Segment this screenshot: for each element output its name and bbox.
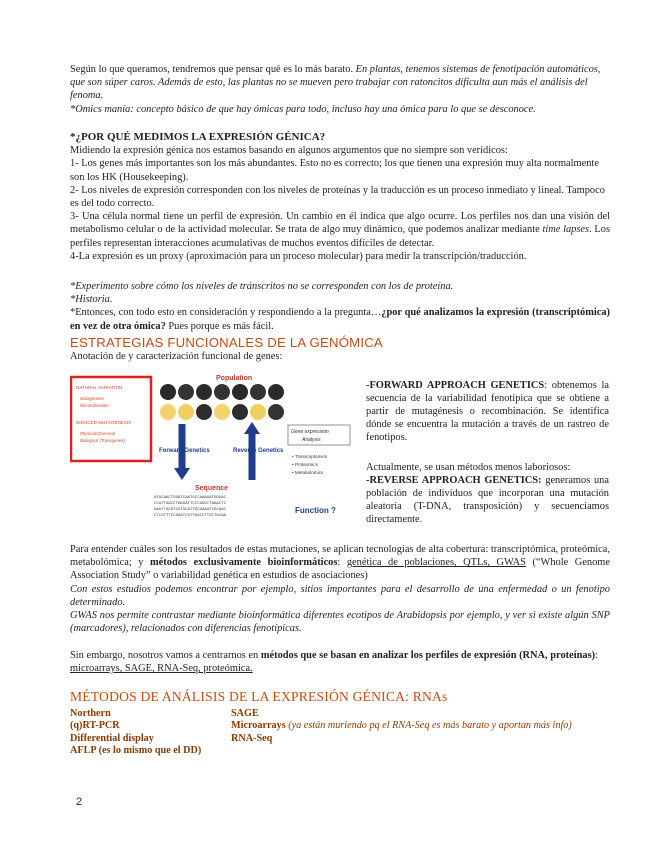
italic-note-2: GWAS nos permite contrastar mediante bioinformática diferentes ecotipos de Arabidopsis por ejemplo, y ver si existe algún SNP (marcadores), relacionados con diferencias fenotípicas.	[70, 610, 610, 635]
method-differential-display: Differential display	[70, 732, 154, 744]
omics-list-1: • Transcriptomics	[292, 454, 328, 459]
natural-variation-label: NATURAL VARIATION	[76, 385, 123, 390]
methods-heading: MÉTODOS DE ANÁLISIS DE LA EXPRESIÓN GÉNICA: RNAs	[70, 689, 448, 704]
note-experiment: *Experimento sobre cómo los niveles de tránscritos no se corresponden con los de proteína.	[70, 281, 454, 292]
why-intro: Midiendo la expresión génica nos estamos basando en algunos argumentos que no siempre son verídicos:	[70, 145, 508, 157]
why-notes	[70, 280, 610, 333]
svg-text:CTCGTTTCCGAATCGTTAGCCTTGCTGCAA: CTCGTTTCCGAATCGTTAGCCTTGCTGCAA	[154, 514, 227, 518]
plant-row-top	[160, 384, 284, 400]
strategies-header	[70, 336, 610, 363]
focus-paragraph: Sin embargo, nosotros vamos a centrarnos en métodos que se basan en analizar los perfiles de expresión (RNA, proteínas): microarrays, SAGE, RNA-Seq, proteómica.	[70, 650, 598, 675]
forward-label: -FORWARD APPROACH GENETICS	[366, 380, 545, 391]
induced-mutagenesis-label: INDUCED MUTAGENESIS	[76, 420, 132, 425]
methods-col-1	[70, 708, 230, 758]
why-conclusion: *Entonces, con todo esto en consideración y respondiendo a la pregunta…¿por qué analizamos la expresión (transcriptómica) en vez de otra ómica? Pues porque es más fácil.	[70, 307, 610, 332]
omics-list-2: • Proteomics	[292, 462, 318, 467]
population-label: Population	[216, 375, 253, 382]
reverse-label: -REVERSE APPROACH GENETICS:	[366, 475, 542, 486]
why-heading: *¿POR QUÉ MEDIMOS LA EXPRESIÓN GÉNICA?	[70, 131, 326, 143]
note-history: *Historia.	[70, 294, 113, 306]
page-number: 2	[76, 796, 83, 808]
svg-text:Gene expression: Gene expression	[291, 429, 329, 435]
svg-text:Analysis: Analysis	[302, 437, 321, 443]
intro-paragraph	[70, 63, 610, 116]
strategies-heading: ESTRATEGIAS FUNCIONALES DE LA GENÓMICA	[70, 335, 383, 350]
why-point-1: 1- Los genes más importantes son los más abundantes. Esto no es correcto; los que tienen una expresión muy alta normalmente son los HK (Housekeeping).	[70, 158, 599, 183]
svg-text:CCATTAGCCTAGGATTCCCGGGTTAAACTC: CCATTAGCCTAGGATTCCCGGGTTAAACTC	[154, 502, 227, 506]
genetics-diagram	[70, 372, 357, 520]
why-point-4: 4-La expresión es un proxy (aproximación para un proceso molecular) para medir la transcripción/traducción.	[70, 250, 527, 262]
why-point-2: 2- Los niveles de expresión corresponden con los niveles de proteínas y la traducción es un proceso inmediato y lineal. Tampoco es del todo correcto.	[70, 184, 605, 210]
method-northern: Northern	[70, 708, 111, 719]
methods-col-2	[231, 708, 611, 745]
plant-row-middle	[160, 404, 284, 420]
method-aflp: AFLP (es lo mismo que el DD)	[70, 745, 202, 757]
methods-header	[70, 690, 610, 703]
svg-text:ATGCAACTGGATCAATGCCAAAGATGGGAC: ATGCAACTGGATCAATGCCAAAGATGGGAC	[154, 496, 227, 500]
intro-italic: En plantas, tenemos sistemas de fenotipación automáticos, que son súper caros. Además de esto, las plantas no se mueven pero trabajar con ratoncitos dificulta aun más el análisis del fenoma.	[70, 64, 601, 102]
method-microarrays: Microarrays (ya están muriendo pq el RNA-Seq es más barato y aportan más info)	[231, 720, 572, 732]
method-rt-pcr: (q)RT-PCR	[70, 720, 120, 732]
actual-methods: Actualmente, se usan métodos menos laboriosos:	[366, 462, 571, 473]
svg-text:Physical/Chemical: Physical/Chemical	[80, 431, 116, 436]
svg-text:Mutagenesis: Mutagenesis	[80, 396, 105, 401]
strategies-subtitle: Anotación de y caracterización funcional de genes:	[70, 351, 283, 363]
svg-text:Recombination: Recombination	[80, 403, 109, 408]
results-paragraph: Para entender cuáles son los resultados de estas mutaciones, se aplican tecnologías de alta cobertura: transcriptómica, proteómica, metabolómica; y métodos exclusivamente bioinformáticos: genética de poblaciones, QTLs, GWAS (“Whole Genome Association Study” o variabilidad genética en estudios de asociaciones) Con estos estudios podemos encontrar por ejemplo, sitios importantes para el desarrollo de una enfermedad o un fenotipo determinado. GWAS nos permite contrastar mediante bioinformática diferentes ecotipos de Arabidopsis por ejemplo, y ver si existe algún SNP (marcadores), relacionados con diferencias fenotípicas.	[70, 544, 610, 635]
svg-text:GAATTACGTCGTGCATTGCGAAATCGCGAC: GAATTACGTCGTGCATTGCGAAATCGCGAC	[154, 508, 227, 512]
intro-plain: Según lo que queramos, tendremos que pensar qué es lo más barato.	[70, 64, 356, 75]
method-rna-seq: RNA-Seq	[231, 732, 273, 744]
genetics-figure	[70, 372, 357, 520]
italic-note-1: Con estos estudios podemos encontrar por ejemplo, sitios importantes para el desarrollo de una enfermedad o un fenotipo determinado.	[70, 583, 610, 608]
svg-text:Biological (Transgenes): Biological (Transgenes)	[80, 438, 125, 443]
reverse-approach: Actualmente, se usan métodos menos laboriosos: -REVERSE APPROACH GENETICS: generamos una población de individuos que incorporan una mutación aleatoria (T-DNA, transposición) y secuenciamos directamente.	[366, 462, 609, 525]
forward-approach: -FORWARD APPROACH GENETICS: obtenemos la secuencia de la variabilidad fenotípica que se obtiene a partir de mutagénesis o recombinación. Se identifica dónde se encuentra la mutación a través de un rastreo de fenotipos.	[366, 380, 609, 443]
method-sage: SAGE	[231, 708, 259, 719]
omics-list-3: • Metabolomics	[292, 470, 324, 475]
reverse-genetics-label: Reverse Genetics	[233, 448, 284, 454]
forward-genetics-label: Forward Genetics	[159, 448, 210, 454]
sequence-label: Sequence	[195, 485, 229, 492]
why-section	[70, 131, 610, 263]
function-label: Function ?	[295, 506, 336, 515]
why-point-3: 3- Una célula normal tiene un perfil de expresión. Un cambio en él indica que algo ocurre. Los perfiles nos dan una visión del metabolismo celular o de la actividad molecular. Se trata de algo muy dinámico, que podemos analizar mediante time lapses. Los perfiles representan interacciones acumulativas de muchos eventos difíciles de detectar.	[70, 211, 610, 249]
omics-note: *Omics manía: concepto básico de que hay ómicas para todo, incluso hay una ómica para lo que se desconoce.	[70, 103, 536, 115]
